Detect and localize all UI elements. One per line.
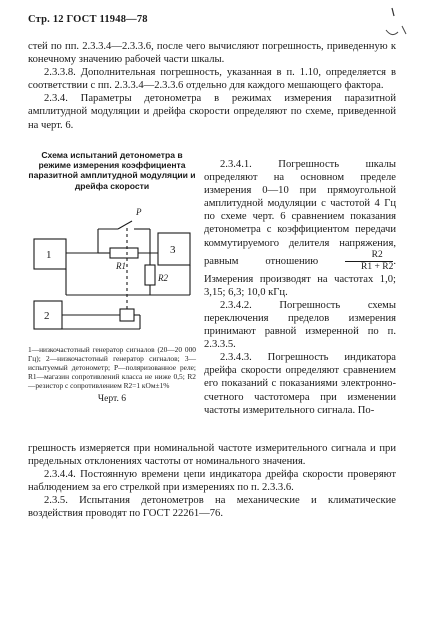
fraction-numerator: R2 — [345, 250, 393, 262]
figure-title: Схема испытаний детонометра в режиме измерения коэффициента паразитной амплитудной модуляции и дрейфа скорости — [28, 150, 196, 191]
resistor-r2 — [145, 265, 155, 285]
right-column — [204, 158, 396, 417]
paragraph: 2.3.5. Испытания детонометров на механические и климатические воздействия проводят по ГОСТ 22261—76. — [28, 495, 396, 520]
paragraph: 2.3.4.2. Погрешность схемы переключения пределов измерения принимают равной измеренной по п. 2.3.3.5. — [204, 299, 396, 351]
circuit-diagram — [28, 195, 196, 343]
relay-coil — [120, 309, 134, 321]
label-block-2: 2 — [44, 309, 50, 322]
resistor-r1 — [110, 248, 138, 258]
label-relay: P — [136, 206, 142, 217]
figure-label: Черт. 6 — [97, 392, 127, 404]
paragraph: 2.3.3.8. Дополнительная погрешность, указанная в п. 1.10, определяется в соответствии с пп. 2.3.3.4—2.3.3.6 отдельно для каждого мешающего фактора. — [28, 67, 396, 92]
paragraph: 2.3.4.4. Постоянную времени цепи индикатора дрейфа скорости проверяют наблюдением за его стрелкой при измерениях по п. 2.3.3.6. — [28, 469, 396, 494]
body-text-bottom — [28, 442, 396, 521]
label-block-1: 1 — [46, 248, 52, 261]
fraction — [345, 250, 393, 273]
page-header: Стр. 12 ГОСТ 11948—78 — [28, 14, 148, 25]
corner-mark — [382, 6, 410, 42]
paragraph: 2.3.4.1. Погрешность шкалы определяют на основном пределе измерения 0—10 при прямоугольной амплитудной модуляции с частотой 4 Гц по схеме черт. 6 сравнением показания детонометра с коэффициентом передачи коммутируемого делителя напряжения, равным отношению — [204, 159, 396, 267]
label-r1: R1 — [116, 260, 126, 271]
figure-6 — [28, 150, 196, 404]
fraction-denominator: R1 + R2 — [361, 261, 394, 272]
paragraph: стей по пп. 2.3.3.4—2.3.3.6, после чего вычисляют погрешность, приведенную к конечному значению рабочей части шкалы. — [28, 41, 396, 66]
label-block-3: 3 — [170, 243, 176, 256]
body-text-top — [28, 40, 396, 132]
paragraph: . Измерения производят на частотах 1,0; 3,15; 6,3; 10,0 кГц. — [204, 255, 396, 298]
paragraph: грешность измеряется при номинальной частоте измерительного сигнала и при предельных отклонениях частоты от номинального значения. — [28, 443, 396, 468]
paragraph: 2.3.4. Параметры детонометра в режимах измерения паразитной амплитудной модуляции и дрейфа скорости определяют по схеме, приведенной на черт. 6. — [28, 93, 396, 131]
label-r2: R2 — [158, 272, 168, 283]
paragraph: 2.3.4.3. Погрешность индикатора дрейфа скорости определяют сравнением его показаний с показаниями электронно-счетного частотомера при изменении частоты измерительного сигнала. По- — [204, 352, 396, 416]
figure-caption: 1—низкочастотный генератор сигналов (20—20 000 Гц); 2—низкочастотный генератор сигналов; 3—испытуемый детонометр; Р—поляризованное реле; R1—магазин сопротивлений класса не ниже 0,5; R2—резистор с сопротивлением R2=1 кОм±1% — [28, 344, 196, 390]
